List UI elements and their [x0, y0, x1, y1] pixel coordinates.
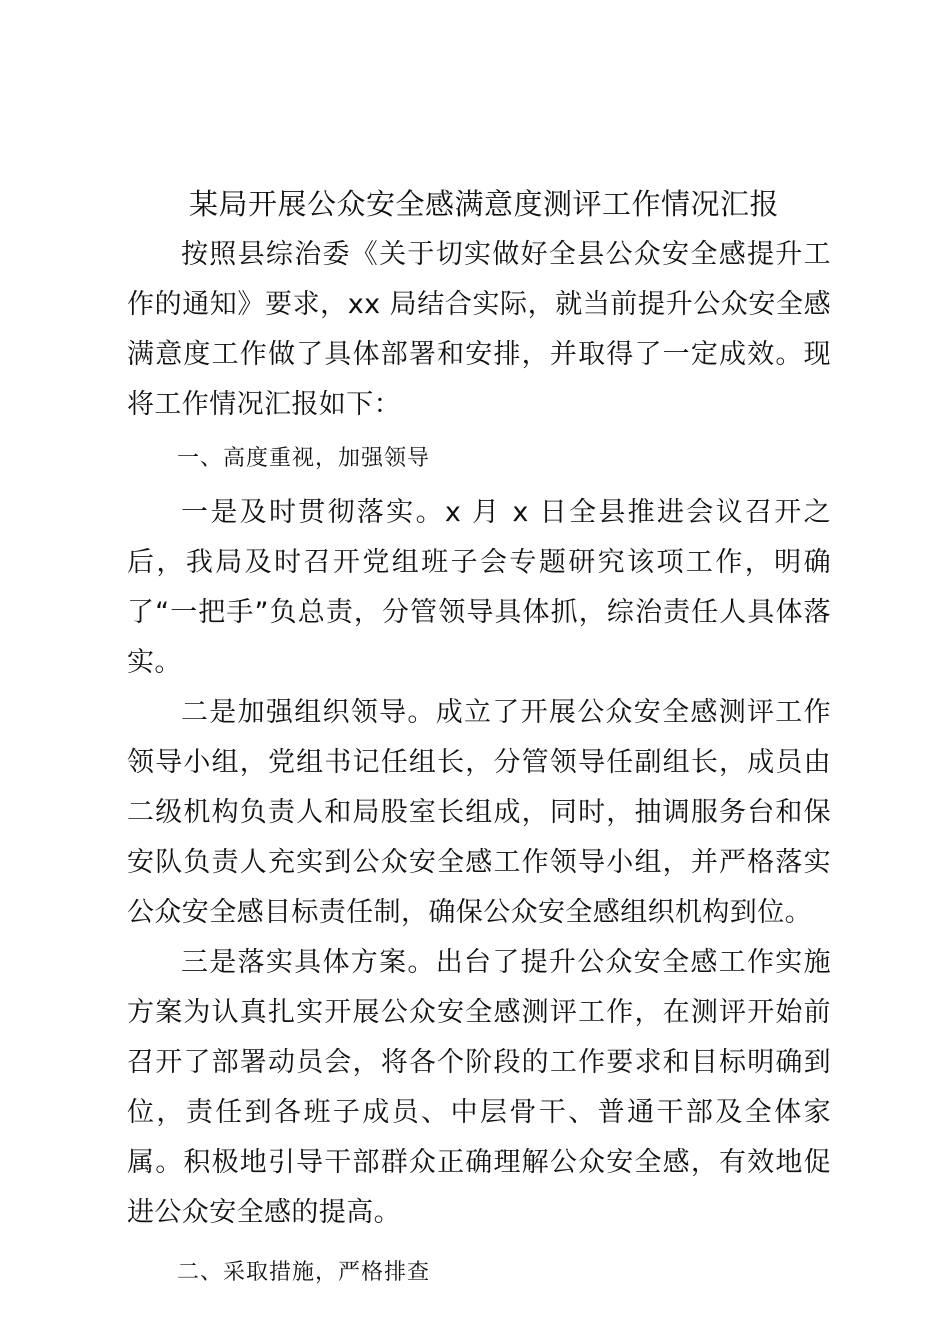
document-body: [127, 182, 831, 1302]
section1-paragraph-3: 三是落实具体方案。出台了提升公众安全感工作实施方案为认真扎实开展公众安全感测评工作，在测评开始前召开了部署动员会，将各个阶段的工作要求和目标明确到位，责任到各班子成员、中层骨干、普通干部及全体家属。积极地引导干部群众正确理解公众安全感，有效地促进公众安全感的提高。: [127, 947, 831, 1228]
section1-paragraph-1: 一是及时贯彻落实。x 月 x 日全县推进会议召开之后，我局及时召开党组班子会专题研究该项工作，明确了“一把手”负总责，分管领导具体抓，综治责任人具体落实。: [127, 497, 831, 678]
intro-paragraph: 按照县综治委《关于切实做好全县公众安全感提升工作的通知》要求，xx 局结合实际，就当前提升公众安全感满意度工作做了具体部署和安排，并取得了一定成效。现将工作情况汇报如下：: [127, 239, 831, 420]
section-heading-1: 一、高度重视，加强领导: [177, 446, 431, 471]
section1-paragraph-2: 二是加强组织领导。成立了开展公众安全感测评工作领导小组，党组书记任组长，分管领导任副组长，成员由二级机构负责人和局股室长组成，同时，抽调服务台和保安队负责人充实到公众安全感工作领导小组，并严格落实公众安全感目标责任制，确保公众安全感组织机构到位。: [127, 697, 831, 928]
section-heading-2: 二、采取措施，严格排查: [177, 1260, 431, 1285]
document-title: 某局开展公众安全感满意度测评工作情况汇报: [188, 187, 779, 221]
